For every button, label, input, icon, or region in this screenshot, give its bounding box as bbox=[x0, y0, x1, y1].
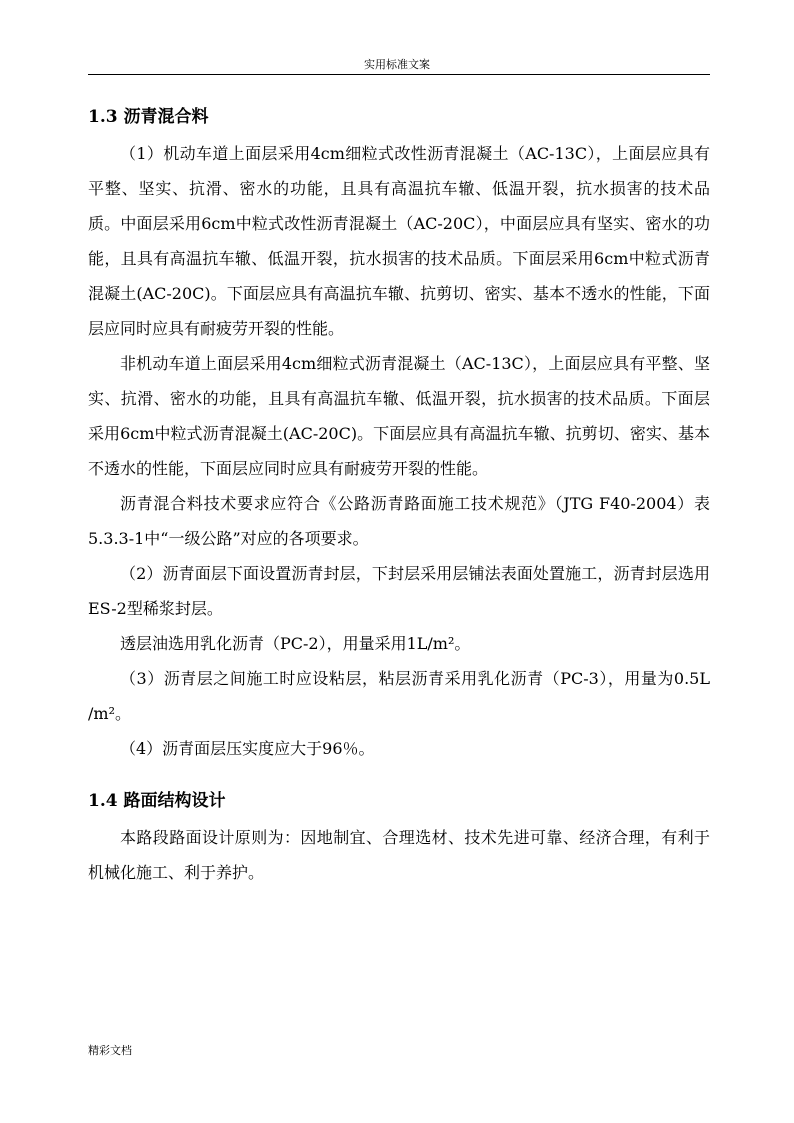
section-pavement-structure bbox=[88, 782, 710, 890]
paragraph: （2）沥青面层下面设置沥青封层，下封层采用层铺法表面处置施工，沥青封层选用ES-2型稀浆封层。 bbox=[88, 564, 710, 618]
paragraph: （4）沥青面层压实度应大于96％。 bbox=[120, 739, 375, 758]
paragraph: （1）机动车道上面层采用4cm细粒式改性沥青混凝土（AC-13C），上面层应具有平整、坚实、抗滑、密水的功能，且具有高温抗车辙、低温开裂，抗水损害的技术品质。中面层采用6cm中粒式改性沥青混凝土（AC-20C），中面层应具有坚实、密水的功能，且具有高温抗车辙、低温开裂，抗水损害的技术品质。下面层采用6cm中粒式沥青混凝土(AC-20C)。下面层应具有高温抗车辙、抗剪切、密实、基本不透水的性能，下面层应同时应具有耐疲劳开裂的性能。 bbox=[88, 144, 710, 338]
page-header-title: 实用标准文案 bbox=[364, 58, 430, 71]
paragraph: 透层油选用乳化沥青（PC-2），用量采用1L/m²。 bbox=[120, 634, 471, 653]
section-heading: 1.4 路面结构设计 bbox=[88, 791, 226, 811]
paragraph: 非机动车道上面层采用4cm细粒式沥青混凝土（AC-13C），上面层应具有平整、坚实、抗滑、密水的功能，且具有高温抗车辙、低温开裂，抗水损害的技术品质。下面层采用6cm中粒式沥青混凝土(AC-20C)。下面层应具有高温抗车辙、抗剪切、密实、基本不透水的性能，下面层应同时应具有耐疲劳开裂的性能。 bbox=[88, 354, 710, 478]
paragraph: 本路段路面设计原则为：因地制宜、合理选材、技术先进可靠、经济合理，有利于机械化施工、利于养护。 bbox=[88, 828, 710, 882]
paragraph: 沥青混合料技术要求应符合《公路沥青路面施工技术规范》（JTG F40-2004）表5.3.3-1中“一级公路”对应的各项要求。 bbox=[88, 494, 710, 548]
header-divider bbox=[88, 74, 710, 75]
section-asphalt-mixture bbox=[88, 98, 710, 766]
section-heading: 1.3 沥青混合料 bbox=[88, 107, 209, 127]
page-footer-text: 精彩文档 bbox=[88, 1044, 132, 1057]
paragraph: （3）沥青层之间施工时应设粘层，粘层沥青采用乳化沥青（PC-3），用量为0.5L /m²。 bbox=[88, 669, 710, 723]
document-body bbox=[88, 98, 710, 890]
